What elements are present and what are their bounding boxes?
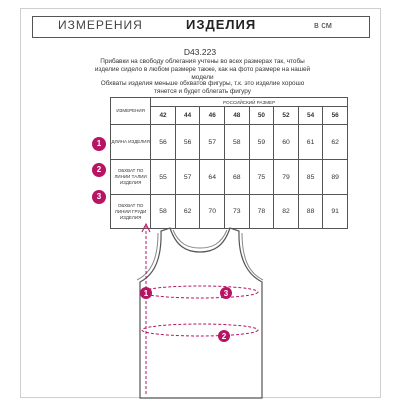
model-code: D43.223 (183, 47, 217, 57)
table-cell: 70 (200, 195, 225, 229)
table-cell: 62 (175, 195, 200, 229)
table-cell: 59 (249, 125, 274, 160)
table-cell: 73 (225, 195, 250, 229)
fit-note-line: изделие сидело в любом размере также, как на фото размере на нашей (94, 66, 311, 73)
size-header: 44 (175, 107, 200, 125)
table-cell: 62 (323, 125, 348, 160)
marker-1-label: 1 (143, 289, 149, 298)
table-cell: 75 (249, 160, 274, 195)
header-unit: в см (314, 20, 332, 30)
table-cell: 56 (151, 125, 176, 160)
size-system-label: РОССИЙСКИЙ РАЗМЕР (151, 98, 348, 107)
row-label: ОБХВАТ ПО ЛИНИИ ГРУДИ ИЗДЕЛИЯ (111, 195, 151, 229)
table-cell: 56 (175, 125, 200, 160)
table-cell: 79 (274, 160, 299, 195)
row-badge-1: 1 (92, 137, 106, 151)
table-cell: 57 (175, 160, 200, 195)
table-cell: 64 (200, 160, 225, 195)
table-cell: 88 (298, 195, 323, 229)
table-cell: 68 (225, 160, 250, 195)
table-cell: 57 (200, 125, 225, 160)
fit-note-line: модели (191, 74, 214, 81)
size-header: 52 (274, 107, 299, 125)
table-cell: 60 (274, 125, 299, 160)
size-header: 42 (151, 107, 176, 125)
header-title-bold: ИЗДЕЛИЯ (186, 17, 257, 32)
table-cell: 78 (249, 195, 274, 229)
size-header: 48 (225, 107, 250, 125)
size-header: 50 (249, 107, 274, 125)
table-cell: 58 (151, 195, 176, 229)
fit-note-line: Прибавки на свободу облегания учтены во всех размерах так, чтобы (100, 58, 305, 65)
table-cell: 55 (151, 160, 176, 195)
marker-2-label: 2 (221, 332, 227, 341)
row-badge-2: 2 (92, 163, 106, 177)
row-label: ОБХВАТ ПО ЛИНИИ ТАЛИИ ИЗДЕЛИЯ (111, 160, 151, 195)
corner-label: ИЗМЕРЕНИЯ (111, 98, 151, 125)
stretch-note-line: Обхваты изделия меньше обхватов фигуры, т.к. это изделие хорошо (100, 80, 305, 87)
table-cell: 82 (274, 195, 299, 229)
table-cell: 89 (323, 160, 348, 195)
marker-3-label: 3 (223, 289, 229, 298)
row-badge-3: 3 (92, 190, 106, 204)
header-title-light: ИЗМЕРЕНИЯ (58, 18, 143, 32)
size-header: 54 (298, 107, 323, 125)
table-cell: 91 (323, 195, 348, 229)
table-cell: 85 (298, 160, 323, 195)
row-label: ДЛИНА ИЗДЕЛИЯ (111, 125, 151, 160)
stretch-note-line: тянется и будет облегать фигуру (154, 88, 251, 95)
table-cell: 61 (298, 125, 323, 160)
size-header: 46 (200, 107, 225, 125)
size-header: 56 (323, 107, 348, 125)
table-cell: 58 (225, 125, 250, 160)
